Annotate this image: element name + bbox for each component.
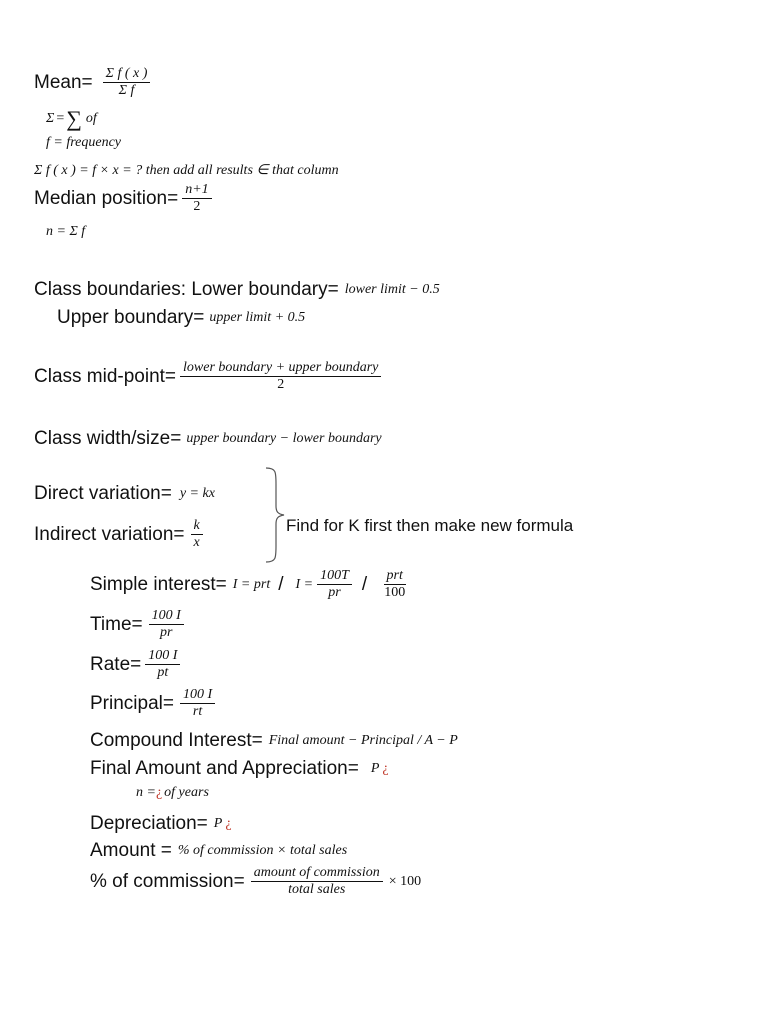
class-midpoint-fraction (180, 360, 381, 393)
simple-interest-f2-numerator: 100T (317, 568, 352, 585)
median-label: Median position= (34, 187, 179, 209)
compound-interest-formula: Final amount − Principal / A − P (268, 733, 458, 748)
time-fraction (149, 608, 184, 641)
commission-row (90, 865, 421, 898)
time-denominator: pr (159, 625, 173, 640)
commission-label: % of commission= (90, 870, 245, 892)
median-fraction (182, 182, 211, 215)
upper-boundary-row (57, 307, 305, 329)
n-years-row (136, 785, 209, 801)
final-amount-p: P (370, 761, 380, 776)
median-row (34, 182, 216, 215)
commission-tail: × 100 (388, 873, 422, 889)
compound-interest-row (90, 730, 458, 752)
rate-numerator: 100 I (145, 648, 180, 665)
curly-brace (262, 466, 286, 564)
median-denominator: 2 (193, 199, 201, 214)
sigma-definition (46, 106, 97, 132)
depreciation-p: P (213, 816, 223, 831)
rate-denominator: pt (157, 665, 169, 680)
frequency-text: f = frequency (46, 135, 122, 150)
sigma-lhs: Σ (46, 111, 55, 126)
direct-variation-formula: y = kx (179, 486, 215, 501)
brace-note-text: Find for K first then make new formula (286, 516, 574, 535)
principal-label: Principal= (90, 692, 174, 714)
rate-row (90, 648, 184, 681)
commission-fraction (251, 865, 383, 898)
simple-interest-fraction-2 (317, 568, 352, 601)
simple-interest-f3-numerator: prt (384, 568, 406, 585)
n-years-lhs: n = (136, 785, 156, 800)
class-width-row (34, 428, 382, 450)
simple-interest-row (90, 568, 412, 601)
n-definition (46, 224, 85, 240)
mean-label: Mean= (34, 71, 93, 93)
simple-interest-fraction-3 (381, 568, 408, 601)
class-width-formula: upper boundary − lower boundary (186, 431, 382, 446)
principal-denominator: rt (192, 704, 203, 719)
rate-label: Rate= (90, 653, 142, 675)
simple-interest-separator-2: / (361, 573, 368, 595)
amount-label: Amount = (90, 840, 172, 861)
sum-fx-text: Σ f ( x ) = f × x = ? then add all results ∈ that column (34, 163, 339, 178)
principal-numerator: 100 I (180, 687, 215, 704)
frequency-definition (46, 135, 121, 151)
commission-denominator: total sales (288, 882, 346, 897)
sigma-eq: = (56, 111, 65, 126)
class-width-label: Class width/size= (34, 428, 182, 449)
depreciation-row (90, 813, 232, 835)
indirect-variation-label: Indirect variation= (34, 523, 185, 545)
class-boundaries-label: Class boundaries: Lower boundary= (34, 279, 339, 300)
final-amount-glyph: ¿ (382, 761, 389, 776)
n-years-rhs: of years (164, 785, 209, 800)
sum-fx-definition (34, 162, 339, 179)
n-years-glyph: ¿ (155, 785, 163, 800)
simple-interest-formula-2-lhs: I = (295, 576, 314, 592)
simple-interest-f2-denominator: pr (328, 585, 341, 600)
final-amount-label: Final Amount and Appreciation= (90, 758, 359, 779)
depreciation-label: Depreciation= (90, 813, 208, 834)
brace-note (286, 516, 573, 536)
direct-variation-label: Direct variation= (34, 483, 172, 504)
rate-fraction (145, 648, 180, 681)
simple-interest-formula-1: I = prt (232, 576, 271, 592)
simple-interest-f3-denominator: 100 (384, 585, 406, 600)
amount-row (90, 840, 347, 862)
summation-symbol: ∑ (66, 106, 82, 131)
upper-boundary-formula: upper limit + 0.5 (209, 310, 306, 325)
class-midpoint-numerator: lower boundary + upper boundary (180, 360, 381, 377)
mean-numerator: Σ f ( x ) (103, 66, 151, 83)
mean-denominator: Σ f (118, 83, 135, 98)
direct-variation-row (34, 483, 215, 505)
indirect-variation-numerator: k (191, 518, 203, 535)
class-boundaries-row (34, 279, 440, 301)
class-midpoint-denominator: 2 (277, 377, 285, 392)
commission-numerator: amount of commission (251, 865, 383, 882)
sigma-rhs: of (85, 111, 97, 126)
amount-formula: % of commission × total sales (177, 843, 348, 858)
mean-row (34, 66, 154, 99)
class-midpoint-row (34, 360, 385, 393)
lower-boundary-formula: lower limit − 0.5 (344, 282, 440, 297)
time-label: Time= (90, 613, 143, 635)
mean-fraction (103, 66, 151, 99)
time-numerator: 100 I (149, 608, 184, 625)
time-row (90, 608, 188, 641)
upper-boundary-label: Upper boundary= (57, 307, 205, 328)
compound-interest-label: Compound Interest= (90, 730, 263, 751)
indirect-variation-row (34, 518, 207, 551)
indirect-variation-fraction (191, 518, 203, 551)
final-amount-row (90, 758, 389, 780)
depreciation-glyph: ¿ (225, 816, 232, 831)
class-midpoint-label: Class mid-point= (34, 365, 177, 387)
n-definition-text: n = Σ f (46, 224, 86, 239)
principal-row (90, 687, 219, 720)
principal-fraction (180, 687, 215, 720)
simple-interest-separator-1: / (278, 573, 284, 595)
indirect-variation-denominator: x (193, 535, 200, 550)
simple-interest-label: Simple interest= (90, 573, 227, 595)
median-numerator: n+1 (182, 182, 211, 199)
